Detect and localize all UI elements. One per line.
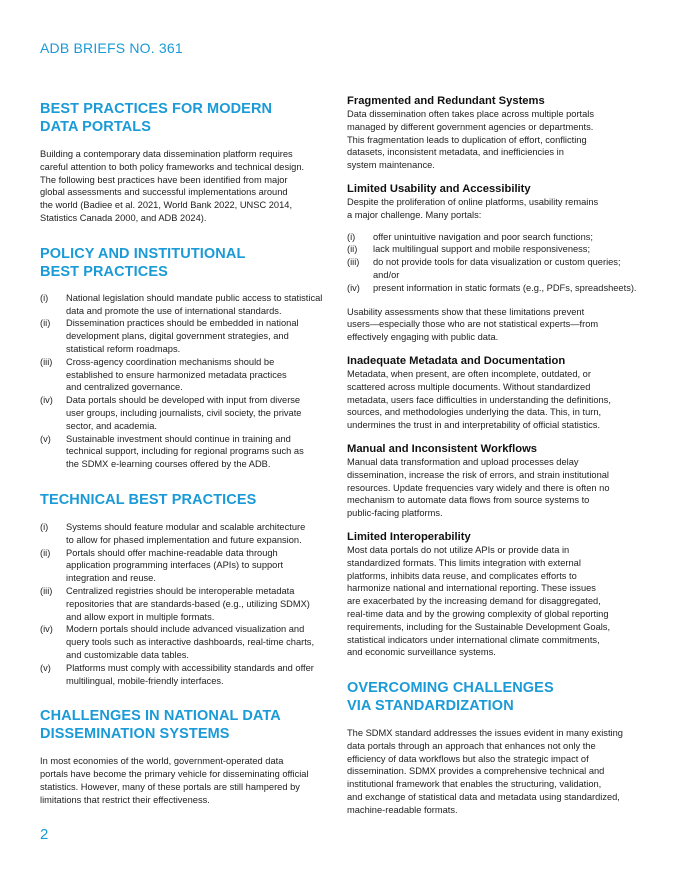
workflows-paragraph [347, 456, 645, 520]
text-line: requirements, including for the Sustainable Development Goals, [347, 621, 611, 632]
usability-list [347, 231, 645, 295]
text-line: Data dissemination often takes place across multiple portals [347, 109, 595, 119]
list-item [347, 282, 645, 295]
text-line: mechanism to automate data flows from source systems to [347, 495, 590, 506]
text-line: technical support, including for regional programs such as [66, 446, 304, 457]
list-item-text [66, 623, 336, 661]
text-line: data and promote the use of international standards. [66, 305, 282, 316]
subhead-metadata: Inadequate Metadata and Documentation [347, 354, 566, 367]
text-line: undermines the trust in and interpretability of official statistics. [347, 420, 601, 431]
text-line: real-time data and by the growing complexity of global reporting [347, 608, 609, 619]
list-item-text [373, 282, 645, 295]
text-line: multilingual, mobile-friendly interfaces. [66, 675, 224, 686]
list-item-text [66, 521, 336, 547]
page-number: 2 [40, 826, 49, 843]
text-line: Dissemination practices should be embedded in national [66, 318, 299, 329]
running-header: ADB BRIEFS NO. 361 [40, 40, 183, 56]
list-item [40, 394, 336, 432]
text-line: metadata, users face difficulties in understanding the definitions, [347, 394, 611, 405]
list-item-text [66, 292, 336, 318]
text-line: are exacerbated by the increasing demand for disaggregated, [347, 596, 601, 607]
list-item-number: (v) [40, 662, 51, 673]
text-line: and centralized governance. [66, 382, 183, 393]
list-item-text [66, 356, 336, 394]
text-line: the SDMX e-learning courses offered by the ADB. [66, 459, 271, 470]
text-line: machine-readable formats. [347, 804, 458, 815]
list-item-text [66, 662, 336, 688]
text-line: standardized formats. This limits integration with external [347, 557, 581, 568]
text-line: dissemination. SDMX provides a comprehensive technical and [347, 766, 605, 777]
text-line: lack multilingual support and mobile responsiveness; [373, 244, 591, 255]
text-line: The SDMX standard addresses the issues evident in many existing [347, 728, 623, 739]
text-line: effectively engaging with public data. [347, 332, 499, 343]
list-item-text [66, 317, 336, 355]
text-line: statistical indicators under international climate commitments, [347, 634, 600, 645]
subhead-interoperability: Limited Interoperability [347, 530, 471, 543]
text-line: National legislation should mandate public access to statistical [66, 292, 323, 303]
text-line: public-facing platforms. [347, 508, 443, 519]
text-line: Manual data transformation and upload processes delay [347, 456, 579, 467]
text-line: user groups, including journalists, civil society, the private [66, 407, 302, 418]
text-line: The following best practices have been identified from major [40, 174, 288, 185]
text-line: and allow export in multiple formats. [66, 611, 215, 622]
overcoming-paragraph [347, 727, 645, 817]
list-item-number: (iii) [40, 356, 53, 367]
subhead-usability: Limited Usability and Accessibility [347, 182, 531, 195]
text-line: and/or [373, 269, 400, 280]
list-item [40, 317, 336, 355]
text-line: offer unintuitive navigation and poor search functions; [373, 231, 593, 242]
list-item-number: (iv) [40, 624, 53, 635]
text-line: Building a contemporary data dissemination platform requires [40, 149, 293, 159]
list-item-number: (ii) [40, 547, 51, 558]
text-line: dissemination, increase the risk of errors, and strain institutional [347, 469, 609, 480]
text-line: Modern portals should include advanced visualization and [66, 624, 305, 635]
text-line: Most data portals do not utilize APIs or provide data in [347, 544, 570, 555]
text-line: managed by different government agencies or departments. [347, 121, 594, 132]
list-item-number: (ii) [40, 318, 51, 329]
text-line: resources. Update frequencies vary widely and there is often no [347, 482, 610, 493]
list-item [40, 433, 336, 471]
text-line: This fragmentation leads to duplication of effort, conflicting [347, 134, 587, 145]
text-line: query tools such as interactive dashboards, real-time charts, [66, 637, 315, 648]
text-line: integration and reuse. [66, 573, 156, 584]
list-item-number: (i) [347, 231, 356, 242]
text-line: statistical reform roadmaps. [66, 343, 181, 354]
list-item-number: (i) [40, 292, 49, 303]
list-item-text [66, 433, 336, 471]
fragmented-paragraph [347, 108, 645, 172]
list-item-text [66, 547, 336, 585]
left-column [40, 94, 336, 806]
list-item [40, 585, 336, 623]
usability-assessment-paragraph [347, 306, 645, 344]
text-line: Portals should offer machine-readable data through [66, 547, 278, 558]
intro-paragraph [40, 148, 336, 225]
list-item [40, 547, 336, 585]
text-line: development plans, digital government strategies, and [66, 331, 289, 342]
right-column [347, 94, 645, 817]
text-line: Statistics Canada 2000, and ADB 2024). [40, 212, 207, 223]
text-line: system maintenance. [347, 160, 435, 171]
text-line: application programming interfaces (APIs) to support [66, 560, 284, 571]
text-line: sources, and methodologies underlying the data. This, in turn, [347, 407, 602, 418]
text-line: Metadata, when present, are often incomplete, outdated, or [347, 368, 591, 379]
list-item-number: (iv) [40, 395, 53, 406]
list-item [40, 356, 336, 394]
text-line: repositories that are standards-based (e.g., utilizing SDMX) [66, 598, 310, 609]
text-line: and exchange of statistical data and metadata using standardized, [347, 792, 620, 803]
text-line: portals have become the primary vehicle for disseminating official [40, 769, 309, 780]
text-line: a major challenge. Many portals: [347, 209, 482, 220]
usability-paragraph [347, 196, 645, 222]
text-line: Platforms must comply with accessibility standards and offer [66, 662, 314, 673]
text-line: data portals through an approach that enhances not only the [347, 740, 596, 751]
text-line: statistics. However, many of these portals are still hampered by [40, 781, 300, 792]
text-line: Data portals should be developed with input from diverse [66, 395, 301, 406]
list-item [40, 521, 336, 547]
text-line: Centralized registries should be interoperable metadata [66, 585, 295, 596]
list-item [40, 662, 336, 688]
section-title-policy: POLICY AND INSTITUTIONAL BEST PRACTICES [40, 245, 246, 280]
list-item [347, 243, 645, 256]
text-line: efficiency of data workflows but also the strategic impact of [347, 753, 589, 764]
section-title-overcoming: OVERCOMING CHALLENGES VIA STANDARDIZATION [347, 680, 554, 715]
text-line: limitations that restrict their effectiveness. [40, 794, 210, 805]
list-item [40, 292, 336, 318]
text-line: Cross-agency coordination mechanisms should be [66, 356, 275, 367]
text-line: Sustainable investment should continue in training and [66, 433, 291, 444]
list-item-text [66, 394, 336, 432]
text-line: institutional framework that enables the structuring, validation, [347, 779, 602, 790]
text-line: do not provide tools for data visualization or custom queries; [373, 257, 621, 268]
list-item [40, 623, 336, 661]
text-line: scattered across multiple documents. Without standardized [347, 381, 591, 392]
list-item-number: (v) [40, 433, 51, 444]
interoperability-paragraph [347, 544, 645, 659]
section-title-technical: TECHNICAL BEST PRACTICES [40, 491, 257, 508]
text-line: users—especially those who are not statistical experts—from [347, 319, 599, 330]
text-line: Despite the proliferation of online platforms, usability remains [347, 196, 599, 207]
text-line: datasets, inconsistent metadata, and inefficiencies in [347, 147, 564, 158]
text-line: Systems should feature modular and scalable architecture [66, 521, 306, 532]
text-line: the world (Badiee et al. 2021, World Bank 2022, UNSC 2014, [40, 200, 293, 211]
text-line: sector, and academia. [66, 420, 157, 431]
list-item-text [373, 231, 645, 244]
list-item-text [373, 243, 645, 256]
policy-list [40, 292, 336, 471]
challenges-paragraph [40, 755, 336, 806]
metadata-paragraph [347, 368, 645, 432]
text-line: and customizable data tables. [66, 649, 190, 660]
list-item-number: (iii) [40, 585, 53, 596]
section-title-best-practices: BEST PRACTICES FOR MODERN DATA PORTALS [40, 101, 273, 135]
technical-list [40, 521, 336, 687]
subhead-workflows: Manual and Inconsistent Workflows [347, 442, 538, 455]
list-item-number: (iii) [347, 257, 360, 268]
list-item-number: (iv) [347, 282, 360, 293]
list-item [347, 256, 645, 282]
text-line: established to ensure harmonized metadata practices [66, 369, 287, 380]
list-item-number: (i) [40, 521, 49, 532]
section-title-challenges: CHALLENGES IN NATIONAL DATA DISSEMINATION SYSTEMS [40, 708, 281, 743]
subhead-fragmented: Fragmented and Redundant Systems [347, 95, 545, 107]
text-line: and economic surveillance systems. [347, 647, 496, 658]
text-line: In most economies of the world, government-operated data [40, 756, 284, 767]
text-line: platforms, inhibits data reuse, and complicates efforts to [347, 570, 577, 581]
list-item-text [373, 256, 645, 282]
text-line: Usability assessments show that these limitations prevent [347, 306, 585, 317]
list-item-number: (ii) [347, 244, 358, 255]
text-line: to allow for phased implementation and future expansion. [66, 534, 302, 545]
text-line: harmonize national and international reporting. These issues [347, 583, 596, 594]
text-line: careful attention to both policy frameworks and technical design. [40, 161, 305, 172]
list-item [347, 231, 645, 244]
list-item-text [66, 585, 336, 623]
text-line: present information in static formats (e.g., PDFs, spreadsheets). [373, 282, 637, 293]
text-line: global assessments and successful implementations around [40, 187, 288, 198]
